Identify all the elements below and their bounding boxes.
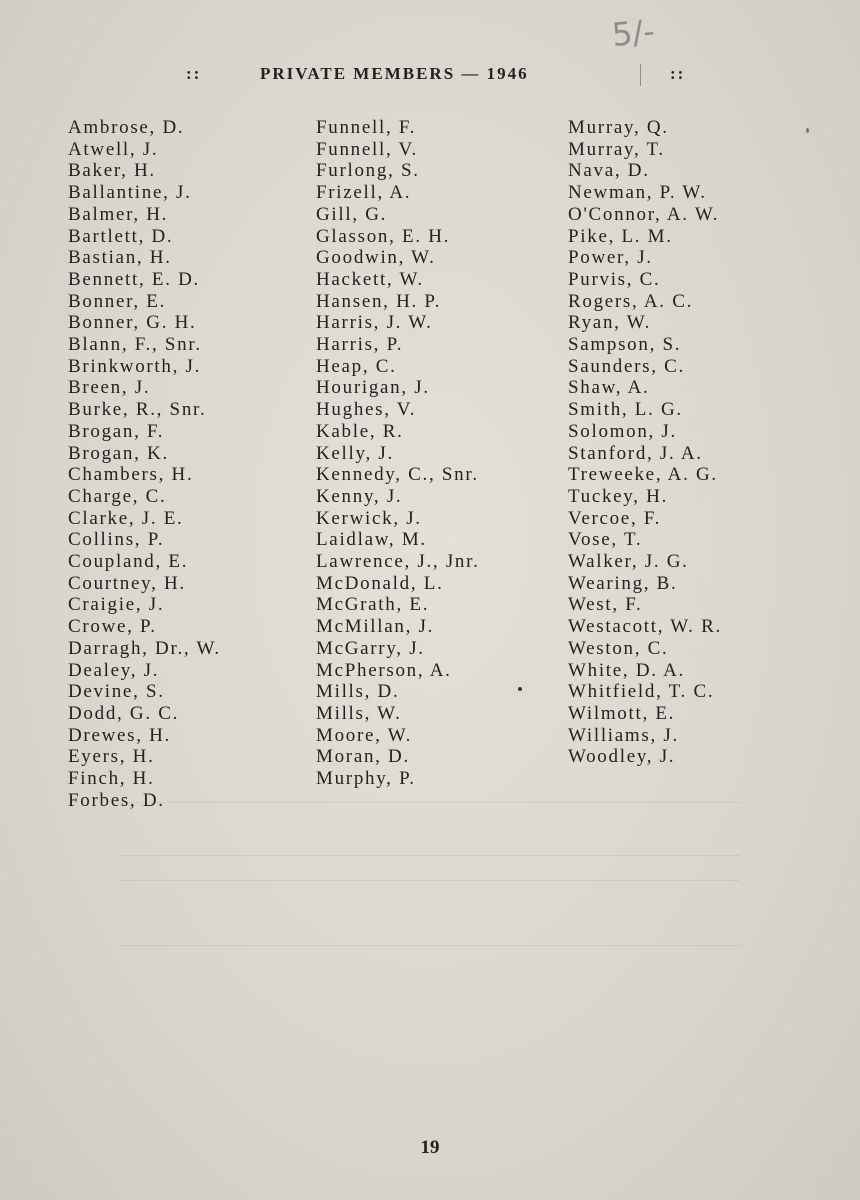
ink-speck: [806, 128, 809, 133]
showthrough-rule: [120, 945, 740, 946]
member-name: Bartlett, D.: [68, 225, 174, 247]
member-name: McDonald, L.: [316, 572, 444, 594]
member-name: McPherson, A.: [316, 659, 452, 681]
member-name: Breen, J.: [68, 377, 151, 399]
member-name: Kerwick, J.: [316, 507, 422, 529]
member-name: Baker, H.: [68, 160, 156, 182]
member-name: Tuckey, H.: [568, 485, 669, 507]
member-name: Whitfield, T. C.: [568, 681, 715, 703]
member-name: Bastian, H.: [68, 247, 172, 269]
member-name: Sampson, S.: [568, 334, 682, 356]
member-name: Harris, J. W.: [316, 312, 433, 334]
header-ornament-left: ::: [186, 64, 202, 83]
member-name: Funnell, V.: [316, 138, 418, 160]
member-name: Weston, C.: [568, 637, 669, 659]
member-name: Bonner, G. H.: [68, 312, 197, 334]
member-name: Walker, J. G.: [568, 551, 689, 573]
member-name: Murray, Q.: [568, 117, 669, 138]
member-name: Power, J.: [568, 247, 653, 269]
member-name: Kenny, J.: [316, 485, 403, 507]
member-name: Wearing, B.: [568, 572, 678, 594]
members-column-3: [568, 117, 722, 768]
member-name: Crowe, P.: [68, 616, 157, 638]
member-name: Williams, J.: [568, 724, 679, 746]
member-name: Finch, H.: [68, 768, 155, 790]
page-header: [0, 62, 860, 90]
showthrough-rule: [120, 855, 740, 856]
member-name: Gill, G.: [316, 203, 388, 225]
member-name: Clarke, J. E.: [68, 507, 184, 529]
member-name: Coupland, E.: [68, 551, 189, 573]
member-name: Rogers, A. C.: [568, 290, 694, 312]
member-name: Woodley, J.: [568, 746, 676, 768]
ink-speck: [518, 687, 522, 691]
member-name: Shaw, A.: [568, 377, 650, 399]
member-name: Mills, D.: [316, 681, 400, 703]
showthrough-rule: [120, 880, 740, 881]
member-name: Hughes, V.: [316, 399, 417, 421]
member-name: Frizell, A.: [316, 182, 412, 204]
member-name: Blann, F., Snr.: [68, 334, 202, 356]
member-name: Mills, W.: [316, 702, 402, 724]
member-name: Heap, C.: [316, 355, 397, 377]
member-name: Hourigan, J.: [316, 377, 430, 399]
member-name: Hansen, H. P.: [316, 290, 442, 312]
member-name: Pike, L. M.: [568, 225, 673, 247]
member-name: Kelly, J.: [316, 442, 394, 464]
member-name: Funnell, F.: [316, 117, 417, 138]
member-name: McGarry, J.: [316, 637, 425, 659]
member-name: Furlong, S.: [316, 160, 420, 182]
member-name: Nava, D.: [568, 160, 650, 182]
member-name: McMillan, J.: [316, 616, 435, 638]
member-name: Moran, D.: [316, 746, 410, 768]
member-name: Murphy, P.: [316, 768, 416, 790]
member-name: Westacott, W. R.: [568, 616, 722, 638]
member-name: Atwell, J.: [68, 138, 159, 160]
member-name: Treweeke, A. G.: [568, 464, 718, 486]
member-name: Ballantine, J.: [68, 182, 192, 204]
member-name: Harris, P.: [316, 334, 404, 356]
pencil-price-annotation: 5/-: [610, 11, 657, 55]
member-name: Brogan, K.: [68, 442, 169, 464]
member-name: Burke, R., Snr.: [68, 399, 207, 421]
member-name: Balmer, H.: [68, 203, 169, 225]
member-name: Forbes, D.: [68, 789, 165, 811]
member-name: Saunders, C.: [568, 355, 685, 377]
page-number: 19: [420, 1137, 440, 1158]
members-column-2: [316, 117, 480, 790]
member-name: O'Connor, A. W.: [568, 203, 720, 225]
member-name: White, D. A.: [568, 659, 685, 681]
member-name: Dealey, J.: [68, 659, 160, 681]
members-column-1: [68, 117, 221, 812]
member-name: Ambrose, D.: [68, 117, 185, 138]
member-name: Ryan, W.: [568, 312, 652, 334]
member-name: Drewes, H.: [68, 724, 172, 746]
member-name: Moore, W.: [316, 724, 413, 746]
member-name: Laidlaw, M.: [316, 529, 427, 551]
member-name: Lawrence, J., Jnr.: [316, 551, 480, 573]
member-name: Charge, C.: [68, 485, 167, 507]
member-name: Darragh, Dr., W.: [68, 637, 221, 659]
member-name: Chambers, H.: [68, 464, 194, 486]
member-name: Eyers, H.: [68, 746, 155, 768]
member-name: West, F.: [568, 594, 643, 616]
member-name: Bennett, E. D.: [68, 268, 200, 290]
pencil-stroke: [640, 64, 641, 86]
member-name: Goodwin, W.: [316, 247, 436, 269]
member-name: Collins, P.: [68, 529, 165, 551]
member-name: Smith, L. G.: [568, 399, 683, 421]
member-name: Stanford, J. A.: [568, 442, 703, 464]
member-name: Kennedy, C., Snr.: [316, 464, 479, 486]
member-name: Devine, S.: [68, 681, 165, 703]
member-name: Dodd, G. C.: [68, 702, 180, 724]
member-name: Vose, T.: [568, 529, 643, 551]
member-name: Hackett, W.: [316, 268, 424, 290]
header-ornament-right: ::: [670, 64, 686, 83]
member-name: Brogan, F.: [68, 420, 165, 442]
member-name: McGrath, E.: [316, 594, 430, 616]
member-name: Solomon, J.: [568, 420, 677, 442]
member-name: Purvis, C.: [568, 268, 661, 290]
member-name: Wilmott, E.: [568, 702, 676, 724]
member-name: Courtney, H.: [68, 572, 186, 594]
page-title: PRIVATE MEMBERS — 1946: [260, 64, 529, 83]
member-name: Bonner, E.: [68, 290, 167, 312]
member-name: Vercoe, F.: [568, 507, 662, 529]
member-name: Glasson, E. H.: [316, 225, 451, 247]
member-name: Newman, P. W.: [568, 182, 707, 204]
member-name: Kable, R.: [316, 420, 404, 442]
member-name: Murray, T.: [568, 138, 665, 160]
member-name: Craigie, J.: [68, 594, 165, 616]
member-name: Brinkworth, J.: [68, 355, 202, 377]
